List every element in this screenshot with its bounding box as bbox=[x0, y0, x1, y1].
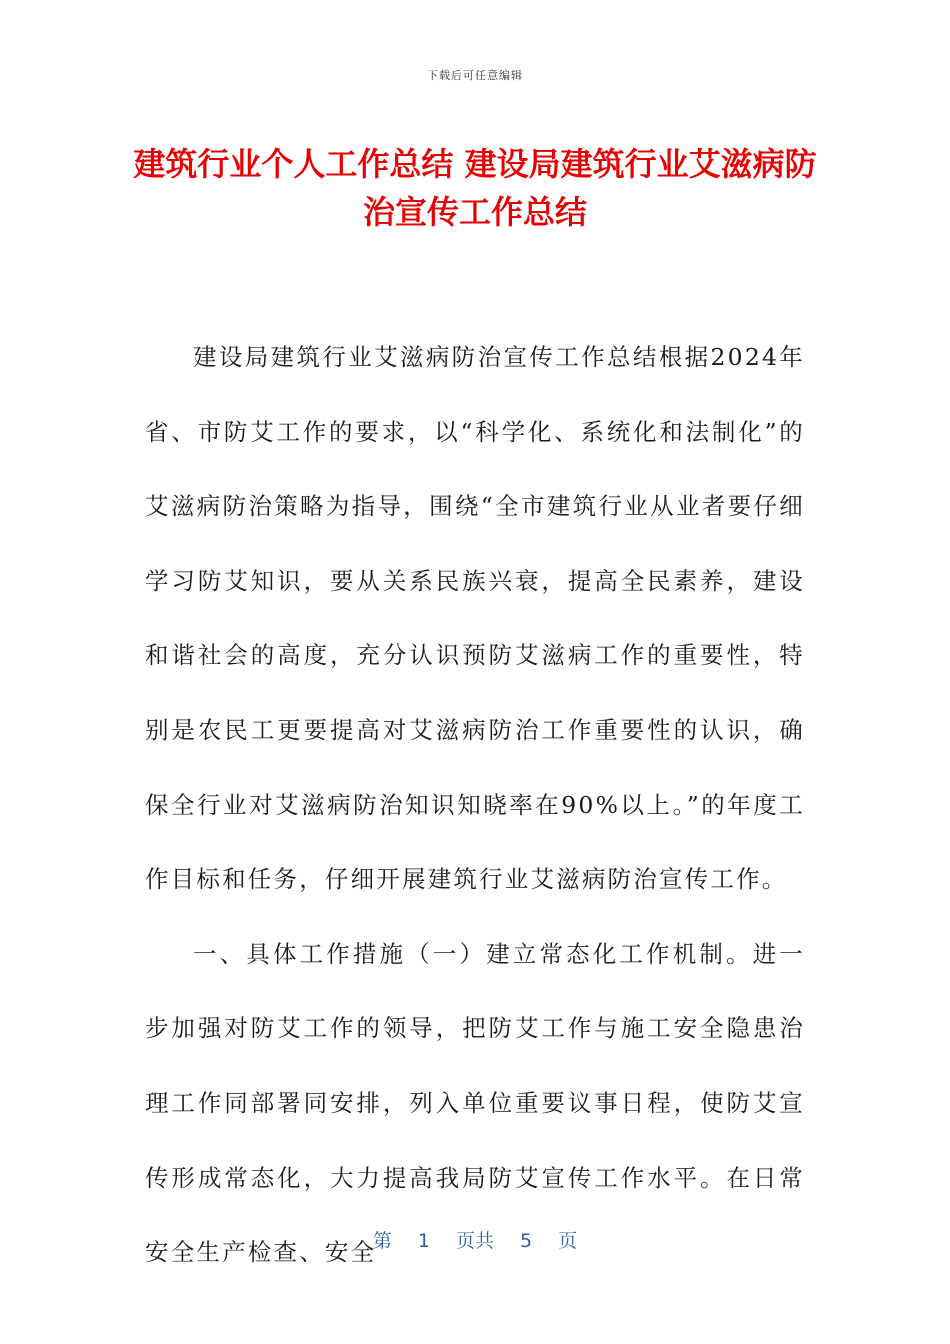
body-paragraph: 一、具体工作措施（一）建立常态化工作机制。进一步加强对防艾工作的领导，把防艾工作与施工安全隐患治理工作同部署同安排，列入单位重要议事日程，使防艾宣传形成常态化，大力提高我局防艾宣传工作水平。在日常安全生产检查、安全 bbox=[145, 939, 805, 1267]
header-note: 下载后可任意编辑 bbox=[427, 69, 523, 82]
body-paragraph: 建设局建筑行业艾滋病防治宣传工作总结根据2024年省、市防艾工作的要求，以“科学化、系统化和法制化”的艾滋病防治策略为指导，围绕“全市建筑行业从业者要仔细学习防艾知识，要从关系民族兴衰，提高全民素养，建设和谐社会的高度，充分认识预防艾滋病工作的重要性，特别是农民工更要提高对艾滋病防治工作重要性的认识，确保全行业对艾滋病防治知识知晓率在90%以上。”的年度工作目标和任务，仔细开展建筑行业艾滋病防治宣传工作。 bbox=[145, 343, 805, 894]
total-pages-number: 5 bbox=[520, 1230, 533, 1252]
page-middle: 页共 bbox=[455, 1230, 494, 1252]
page-suffix: 页 bbox=[558, 1230, 578, 1252]
current-page-number: 1 bbox=[417, 1230, 430, 1252]
document-title: 建筑行业个人工作总结 建设局建筑行业艾滋病防治宣传工作总结 bbox=[133, 145, 817, 231]
page-prefix: 第 bbox=[372, 1230, 392, 1252]
page-footer bbox=[0, 1226, 950, 1253]
document-body bbox=[145, 320, 805, 1290]
